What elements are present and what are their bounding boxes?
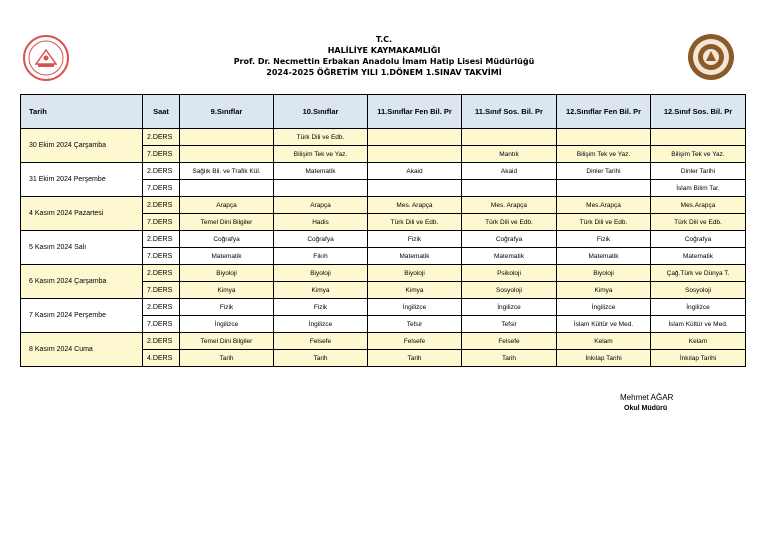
period-cell: 4.DERS xyxy=(143,350,180,367)
subject-cell: Akaid xyxy=(462,163,557,180)
header-line-school: Prof. Dr. Necmettin Erbakan Anadolu İmam Hatip Lisesi Müdürlüğü xyxy=(233,57,535,66)
column-header: Tarih xyxy=(21,95,143,129)
subject-cell: Arapça xyxy=(274,197,368,214)
subject-cell: Matematik xyxy=(557,248,651,265)
table-row xyxy=(21,197,746,214)
period-cell: 7.DERS xyxy=(143,248,180,265)
period-cell: 2.DERS xyxy=(143,265,180,282)
subject-cell: İslam Kültür ve Med. xyxy=(651,316,746,333)
subject-cell: Sosyoloji xyxy=(651,282,746,299)
period-cell: 2.DERS xyxy=(143,129,180,146)
period-cell: 2.DERS xyxy=(143,231,180,248)
subject-cell: Sosyoloji xyxy=(462,282,557,299)
subject-cell: İngilizce xyxy=(274,316,368,333)
header-line-tc: T.C. xyxy=(375,35,393,44)
subject-cell: Temel Dini Bilgiler xyxy=(180,333,274,350)
subject-cell: İngilizce xyxy=(557,299,651,316)
subject-cell: Felsefe xyxy=(462,333,557,350)
subject-cell: Hadis xyxy=(274,214,368,231)
subject-cell: Bilişim Tek ve Yaz. xyxy=(557,146,651,163)
period-cell: 7.DERS xyxy=(143,214,180,231)
table-row xyxy=(21,163,746,180)
subject-cell: Matematik xyxy=(274,163,368,180)
table-row xyxy=(21,265,746,282)
date-cell: 8 Kasım 2024 Cuma xyxy=(21,333,143,367)
subject-cell: Coğrafya xyxy=(274,231,368,248)
subject-cell: Kimya xyxy=(274,282,368,299)
subject-cell: Tarih xyxy=(180,350,274,367)
subject-cell: Psikoloji xyxy=(462,265,557,282)
principal-name: Mehmet AĞAR xyxy=(620,393,674,402)
signature-block xyxy=(620,392,673,414)
subject-cell: Matematik xyxy=(651,248,746,265)
subject-cell: Türk Dili ve Edb. xyxy=(462,214,557,231)
subject-cell: Sağlık Bil. ve Trafik Kül. xyxy=(180,163,274,180)
header-line-district: HALİLİYE KAYMAKAMLIĞI xyxy=(327,46,441,55)
subject-cell: Fıkıh xyxy=(274,248,368,265)
period-cell: 2.DERS xyxy=(143,333,180,350)
subject-cell: Biyoloji xyxy=(274,265,368,282)
column-header: 11.Sınıf Sos. Bil. Pr xyxy=(462,95,557,129)
period-cell: 7.DERS xyxy=(143,146,180,163)
column-header: Saat xyxy=(143,95,180,129)
subject-cell xyxy=(651,129,746,146)
subject-cell: Arapça xyxy=(180,197,274,214)
subject-cell: Tarih xyxy=(274,350,368,367)
subject-cell xyxy=(557,129,651,146)
subject-cell: Kimya xyxy=(180,282,274,299)
date-cell: 30 Ekim 2024 Çarşamba xyxy=(21,129,143,163)
period-cell: 2.DERS xyxy=(143,163,180,180)
subject-cell: Bilişim Tek ve Yaz. xyxy=(274,146,368,163)
exam-schedule-table xyxy=(20,94,746,367)
subject-cell: İngilizce xyxy=(462,299,557,316)
subject-cell: Matematik xyxy=(180,248,274,265)
subject-cell: Biyoloji xyxy=(368,265,462,282)
subject-cell: Mes. Arapça xyxy=(368,197,462,214)
subject-cell: İnkılap Tarihi xyxy=(651,350,746,367)
subject-cell xyxy=(368,146,462,163)
column-header: 9.Sınıflar xyxy=(180,95,274,129)
subject-cell: Tefsir xyxy=(462,316,557,333)
subject-cell xyxy=(462,129,557,146)
subject-cell: Coğrafya xyxy=(651,231,746,248)
subject-cell: Türk Dili ve Edb. xyxy=(274,129,368,146)
date-cell: 7 Kasım 2024 Perşembe xyxy=(21,299,143,333)
principal-title: Okul Müdürü xyxy=(624,405,668,412)
subject-cell: Dinler Tarihi xyxy=(651,163,746,180)
table-header-row xyxy=(21,95,746,129)
period-cell: 7.DERS xyxy=(143,180,180,197)
subject-cell: İngilizce xyxy=(180,316,274,333)
subject-cell: Türk Dili ve Edb. xyxy=(557,214,651,231)
subject-cell xyxy=(274,180,368,197)
subject-cell: Fizik xyxy=(274,299,368,316)
subject-cell xyxy=(368,129,462,146)
subject-cell xyxy=(180,146,274,163)
date-cell: 31 Ekim 2024 Perşembe xyxy=(21,163,143,197)
subject-cell: Biyoloji xyxy=(180,265,274,282)
subject-cell: Kimya xyxy=(368,282,462,299)
subject-cell: Çağ.Türk ve Dünya T. xyxy=(651,265,746,282)
period-cell: 2.DERS xyxy=(143,197,180,214)
document-header xyxy=(0,34,768,78)
subject-cell: Tarih xyxy=(368,350,462,367)
subject-cell: Coğrafya xyxy=(462,231,557,248)
subject-cell: Dinler Tarihi xyxy=(557,163,651,180)
subject-cell: Kelam xyxy=(557,333,651,350)
subject-cell: Kimya xyxy=(557,282,651,299)
subject-cell: Mes. Arapça xyxy=(462,197,557,214)
subject-cell: Fizik xyxy=(557,231,651,248)
subject-cell: Kelam xyxy=(651,333,746,350)
subject-cell: Akaid xyxy=(368,163,462,180)
subject-cell: Türk Dili ve Edb. xyxy=(368,214,462,231)
subject-cell: Mantık xyxy=(462,146,557,163)
table-row xyxy=(21,333,746,350)
subject-cell: İngilizce xyxy=(651,299,746,316)
subject-cell: Fizik xyxy=(180,299,274,316)
table-row xyxy=(21,299,746,316)
subject-cell: Tefsir xyxy=(368,316,462,333)
subject-cell: Matematik xyxy=(368,248,462,265)
subject-cell: İslam Kültür ve Med. xyxy=(557,316,651,333)
subject-cell xyxy=(557,180,651,197)
date-cell: 4 Kasım 2024 Pazartesi xyxy=(21,197,143,231)
subject-cell: Fizik xyxy=(368,231,462,248)
subject-cell xyxy=(462,180,557,197)
subject-cell: Temel Dini Bilgiler xyxy=(180,214,274,231)
subject-cell: Bilişim Tek ve Yaz. xyxy=(651,146,746,163)
subject-cell: Mes.Arapça xyxy=(651,197,746,214)
subject-cell: Biyoloji xyxy=(557,265,651,282)
header-line-title: 2024-2025 ÖĞRETİM YILI 1.DÖNEM 1.SINAV TAKVİMİ xyxy=(266,68,502,77)
subject-cell: Felsefe xyxy=(368,333,462,350)
subject-cell xyxy=(180,129,274,146)
column-header: 12.Sınıflar Fen Bil. Pr xyxy=(557,95,651,129)
subject-cell: İngilizce xyxy=(368,299,462,316)
column-header: 11.Sınıflar Fen Bil. Pr xyxy=(368,95,462,129)
period-cell: 7.DERS xyxy=(143,282,180,299)
subject-cell: Mes.Arapça xyxy=(557,197,651,214)
subject-cell: İslam Bilim Tar. xyxy=(651,180,746,197)
table-row xyxy=(21,231,746,248)
date-cell: 5 Kasım 2024 Salı xyxy=(21,231,143,265)
subject-cell: Felsefe xyxy=(274,333,368,350)
period-cell: 2.DERS xyxy=(143,299,180,316)
date-cell: 6 Kasım 2024 Çarşamba xyxy=(21,265,143,299)
period-cell: 7.DERS xyxy=(143,316,180,333)
subject-cell: Coğrafya xyxy=(180,231,274,248)
subject-cell xyxy=(368,180,462,197)
column-header: 10.Sınıflar xyxy=(274,95,368,129)
subject-cell: İnkılap Tarihi xyxy=(557,350,651,367)
column-header: 12.Sınıf Sos. Bil. Pr xyxy=(651,95,746,129)
subject-cell xyxy=(180,180,274,197)
subject-cell: Matematik xyxy=(462,248,557,265)
subject-cell: Türk Dili ve Edb. xyxy=(651,214,746,231)
table-row xyxy=(21,129,746,146)
subject-cell: Tarih xyxy=(462,350,557,367)
